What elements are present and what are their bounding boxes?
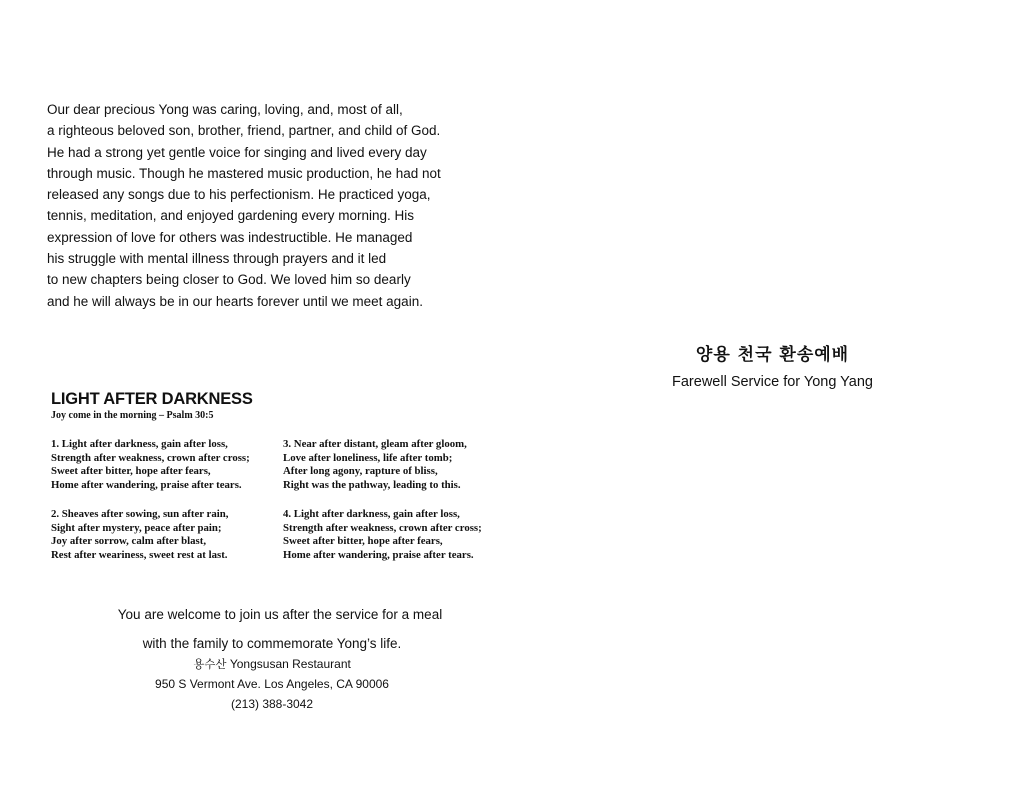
verse-line: Home after wandering, praise after tears. bbox=[51, 478, 242, 491]
tribute-line: Our dear precious Yong was caring, loving, and, most of all, bbox=[47, 102, 403, 117]
service-title-korean: 양용 천국 환송예배 bbox=[695, 345, 850, 365]
restaurant-name-korean: 용수산 bbox=[193, 657, 227, 671]
invitation-line-1: You are welcome to join us after the service for a meal bbox=[117, 607, 443, 622]
restaurant-name-english: Yongsusan Restaurant bbox=[229, 657, 351, 671]
restaurant-name bbox=[47, 654, 497, 674]
service-title-block bbox=[640, 343, 905, 393]
tribute-paragraph bbox=[47, 99, 487, 312]
verse-line: Strength after weakness, crown after cross; bbox=[283, 521, 482, 534]
verse-line: Strength after weakness, crown after cross; bbox=[51, 451, 250, 464]
hymn-verse-3 bbox=[283, 438, 467, 492]
verse-line: Rest after weariness, sweet rest at last. bbox=[51, 548, 228, 561]
meal-invitation bbox=[47, 605, 497, 714]
hymn-verse-1 bbox=[51, 438, 250, 492]
verse-line: After long agony, rapture of bliss, bbox=[283, 465, 438, 478]
tribute-line: a righteous beloved son, brother, friend, partner, and child of God. bbox=[47, 123, 441, 139]
verse-line: Sweet after bitter, hope after fears, bbox=[51, 465, 211, 478]
service-title-english: Farewell Service for Yong Yang bbox=[672, 374, 873, 390]
verse-line: 4. Light after darkness, gain after loss, bbox=[283, 508, 460, 520]
verse-line: Sweet after bitter, hope after fears, bbox=[283, 535, 443, 548]
hymn-verse-2 bbox=[51, 508, 228, 562]
tribute-line: to new chapters being closer to God. We loved him so dearly bbox=[47, 272, 411, 288]
verse-line: 1. Light after darkness, gain after loss, bbox=[51, 438, 228, 450]
verse-line: Joy after sorrow, calm after blast, bbox=[51, 535, 207, 548]
tribute-line: expression of love for others was indestructible. He managed bbox=[47, 229, 413, 245]
hymn-subtitle: Joy come in the morning – Psalm 30:5 bbox=[51, 410, 214, 421]
invitation-line-2: with the family to commemorate Yong’s life. bbox=[142, 636, 402, 651]
verse-line: Love after loneliness, life after tomb; bbox=[283, 451, 453, 464]
verse-line: Right was the pathway, leading to this. bbox=[283, 478, 461, 491]
hymn-title: LIGHT AFTER DARKNESS bbox=[51, 390, 253, 408]
tribute-line: released any songs due to his perfectionism. He practiced yoga, bbox=[47, 187, 431, 203]
restaurant-address: 950 S Vermont Ave. Los Angeles, CA 90006 bbox=[155, 677, 389, 691]
verse-line: Home after wandering, praise after tears. bbox=[283, 548, 474, 561]
verse-line: 2. Sheaves after sowing, sun after rain, bbox=[51, 508, 229, 520]
tribute-line: his struggle with mental illness through prayers and it led bbox=[47, 251, 387, 267]
hymn-verse-4 bbox=[283, 508, 482, 562]
tribute-line: through music. Though he mastered music production, he had not bbox=[47, 165, 441, 181]
tribute-line: and he will always be in our hearts forever until we meet again. bbox=[47, 293, 423, 309]
verse-line: 3. Near after distant, gleam after gloom, bbox=[283, 438, 467, 450]
restaurant-phone: (213) 388-3042 bbox=[230, 697, 314, 711]
verse-line: Sight after mystery, peace after pain; bbox=[51, 521, 222, 534]
tribute-line: He had a strong yet gentle voice for singing and lived every day bbox=[47, 144, 427, 160]
tribute-line: tennis, meditation, and enjoyed gardening every morning. His bbox=[47, 208, 414, 224]
